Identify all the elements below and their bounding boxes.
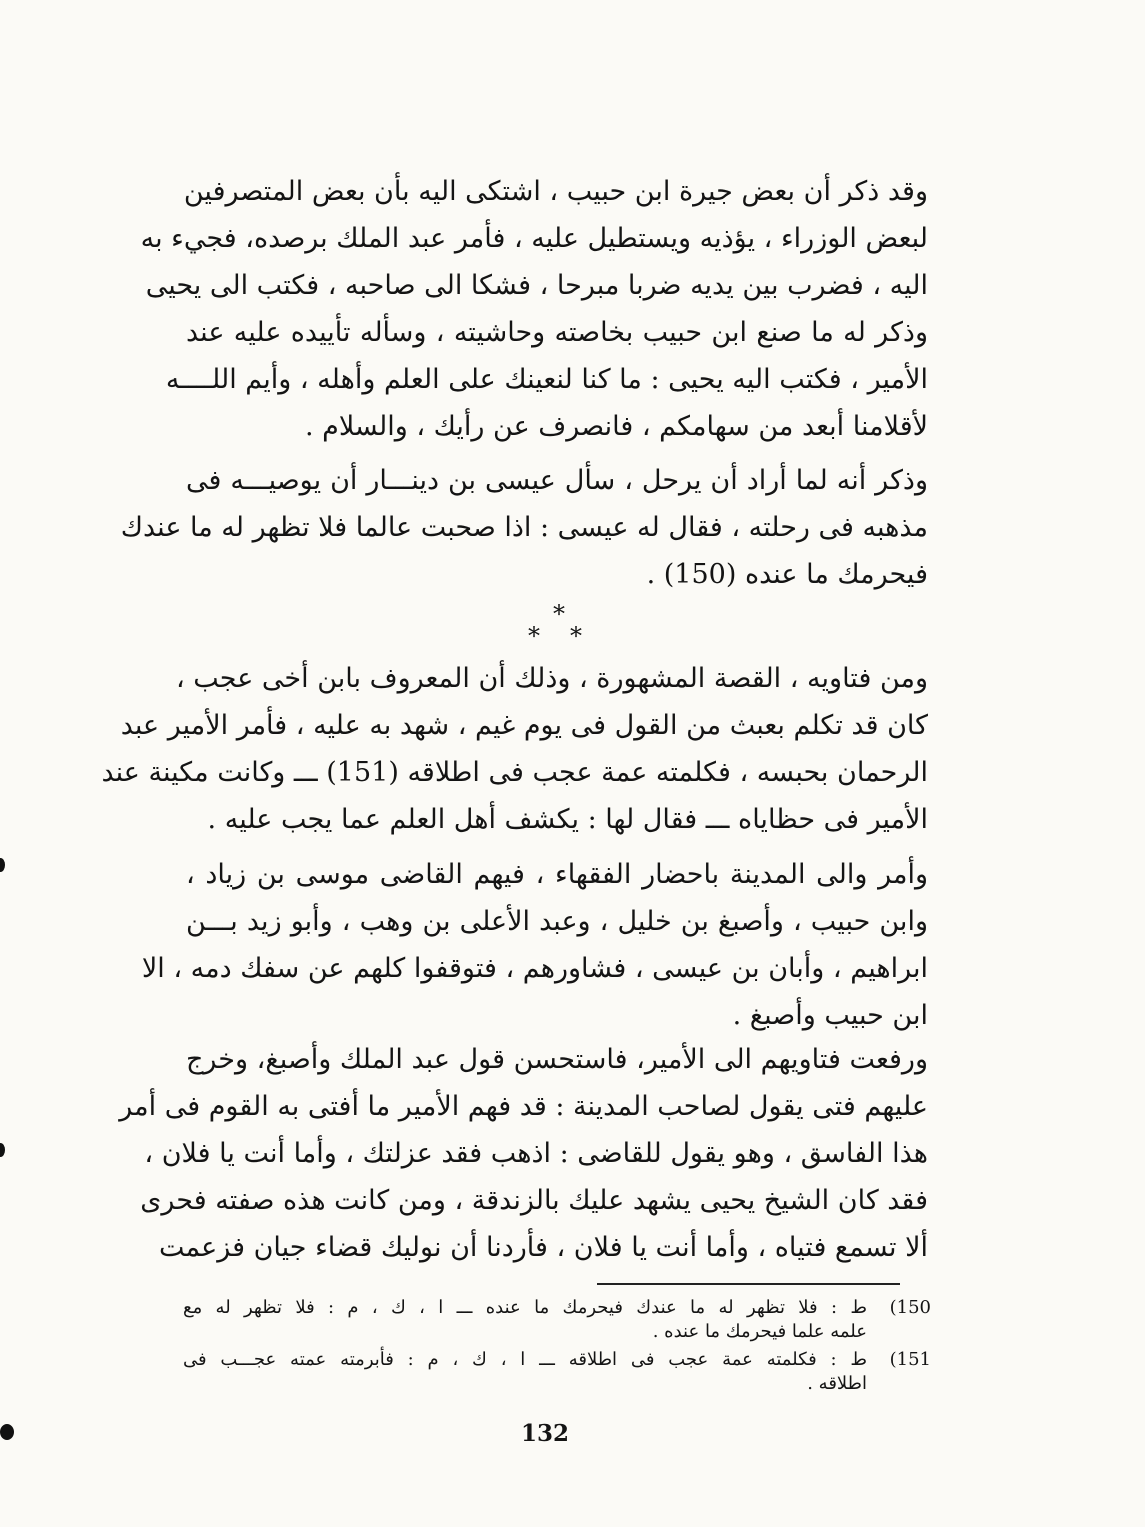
footnote-divider xyxy=(597,1283,900,1285)
footnote-line: ط : فلا تظهر له ما عندك فيحرمك ما عنده ـــ ا ، ك ، م : فلا تظهر له مع xyxy=(183,1297,867,1318)
paragraph-2 xyxy=(120,457,928,598)
section-separator xyxy=(500,600,620,650)
text-line: ألا تسمع فتياه ، وأما أنت يا فلان ، فأردنا أن نوليك قضاء جيان فزعمت xyxy=(158,1232,928,1263)
text-line: الأمير فى حظاياه ـــ فقال لها : يكشف أهل العلم عما يجب عليه . xyxy=(207,804,928,835)
text-line: وأمر والى المدينة باحضار الفقهاء ، فيهم القاضى موسى بن زياد ، xyxy=(186,859,928,890)
footnote-line: اطلاقه . xyxy=(807,1373,867,1394)
text-line: اليه ، فضرب بين يديه ضربا مبرحا ، فشكا الى صاحبه ، فكتب الى يحيى xyxy=(145,270,928,301)
text-line: الرحمان بحبسه ، فكلمته عمة عجب فى اطلاقه (151) ـــ وكانت مكينة عند xyxy=(101,757,928,788)
paragraph-3 xyxy=(101,655,928,843)
text-line: ابن حبيب وأصبغ . xyxy=(732,1000,928,1031)
text-line: فقد كان الشيخ يحيى يشهد عليك بالزندقة ، ومن كانت هذه صفته فحرى xyxy=(140,1185,928,1216)
scan-mark xyxy=(0,1143,5,1157)
paragraph-4 xyxy=(141,851,928,1039)
footnote-text xyxy=(183,1296,867,1344)
footnote-line: ط : فكلمته عمة عجب فى اطلاقه ـــ ا ، ك ، م : فأبرمته عمته عجـــب فى xyxy=(183,1349,867,1370)
text-line: ومن فتاويه ، القصة المشهورة ، وذلك أن المعروف بابن أخى عجب ، xyxy=(176,663,928,694)
separator-asterisk: * xyxy=(570,622,582,650)
text-line: ابراهيم ، وأبان بن عيسى ، فشاورهم ، فتوقفوا كلهم عن سفك دمه ، الا xyxy=(141,953,928,984)
scan-mark xyxy=(0,1424,14,1440)
footnote-text xyxy=(183,1348,867,1396)
text-line: فيحرمك ما عنده (150) . xyxy=(646,559,928,590)
text-line: وقد ذكر أن بعض جيرة ابن حبيب ، اشتكى اليه بأن بعض المتصرفين xyxy=(183,176,928,207)
text-line: كان قد تكلم بعبث من القول فى يوم غيم ، شهد به عليه ، فأمر الأمير عبد xyxy=(120,710,928,741)
footnote-151 xyxy=(183,1348,931,1396)
text-line: هذا الفاسق ، وهو يقول للقاضى : اذهب فقد عزلتك ، وأما أنت يا فلان ، xyxy=(144,1138,928,1169)
text-line: لبعض الوزراء ، يؤذيه ويستطيل عليه ، فأمر عبد الملك برصده، فجيء به xyxy=(140,223,928,254)
footnote-number: 150) xyxy=(889,1297,931,1318)
text-line: وذكر أنه لما أراد أن يرحل ، سأل عيسى بن دينـــار أن يوصيـــه فى xyxy=(186,465,928,496)
footnote-150 xyxy=(183,1296,931,1344)
separator-asterisk: * xyxy=(553,600,565,628)
text-line: الأمير ، فكتب اليه يحيى : ما كنا لنعينك على العلم وأهله ، وأيم اللــــه xyxy=(165,364,928,395)
text-line: وابن حبيب ، وأصبغ بن خليل ، وعبد الأعلى بن وهب ، وأبو زيد بـــن xyxy=(186,906,928,937)
footnote-number: 151) xyxy=(889,1349,931,1370)
scan-mark xyxy=(0,858,5,872)
text-line: لأقلامنا أبعد من سهامكم ، فانصرف عن رأيك ، والسلام . xyxy=(304,411,928,442)
text-line: مذهبه فى رحلته ، فقال له عيسى : اذا صحبت عالما فلا تظهر له ما عندك xyxy=(120,512,928,543)
text-line: ورفعت فتاويهم الى الأمير، فاستحسن قول عبد الملك وأصبغ، وخرج xyxy=(185,1044,928,1075)
text-line: وذكر له ما صنع ابن حبيب بخاصته وحاشيته ، وسأله تأييده عليه عند xyxy=(186,317,928,348)
page-number: 132 xyxy=(520,1420,569,1447)
separator-asterisk: * xyxy=(528,622,540,650)
paragraph-1 xyxy=(140,168,928,450)
text-line: عليهم فتى يقول لصاحب المدينة : قد فهم الأمير ما أفتى به القوم فى أمر xyxy=(119,1091,928,1122)
footnote-line: علمه علما فيحرمك ما عنده . xyxy=(652,1321,867,1342)
paragraph-5 xyxy=(119,1036,928,1271)
